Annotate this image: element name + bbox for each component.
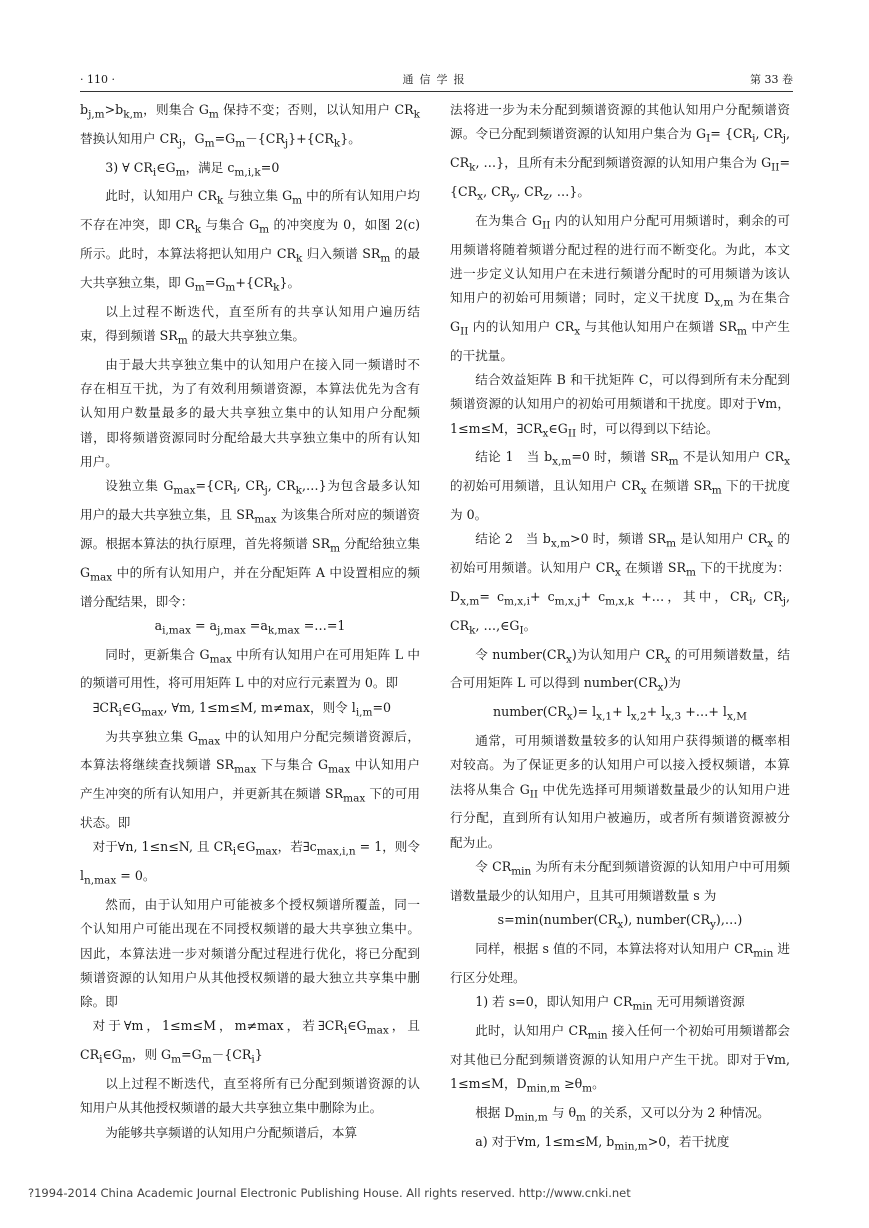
conclusion-2: 结论 2 当 $b_{x,m}>0$ 时，频谱 $SR_m$ 是认知用户 $CR_x$ 的初始可用频谱。认知用户 $CR_x$ 在频谱 $SR_m$ 下的干扰度为：$D_{x,m}= c_{m,x,i}+ c_{m,x,j}+ c_{m,x,k}$ +…，其中，$CR_i$, $CR_j$, $CR_k$, $\dots,\in G_I$。 [450,531,790,637]
page-number: · 110 · [80,73,115,86]
left-column [80,98,420,1145]
paragraph: 同时，更新集合 $G_{max}$ 中所有认知用户在可用矩阵 L 中的频谱可用性，将可用矩阵 L 中的对应行元素置为 0。即 [80,646,420,691]
equation: 对于∀n, 1≤n≤N, 且 $CR_i\in G_{max}$，若$\exists c_{max,i,n} = 1$，则令 $l_{n,max} = 0$。 [80,839,420,887]
page-header [80,70,793,90]
paragraph: 法将进一步为未分配到频谱资源的其他认知用户分配频谱资源。令已分配到频谱资源的认知用户集合为 $G_I= \{CR_i$, $CR_j$, $CR_k$, …}，且所有未分配到频谱资源的认知用户集合为 $G_{II}=\{CR_x$, $CR_y$, $CR_z$, …}。 [450,102,790,203]
conclusion-1: 结论 1 当 $b_{x,m}=0$ 时，频谱 $SR_m$ 不是认知用户 $CR_x$ 的初始可用频谱，且认知用户 $CR_x$ 在频谱 $SR_m$ 下的干扰度为 0。 [450,449,790,523]
copyright-footer: ?1994-2014 China Academic Journal Electronic Publishing House. All rights reserved. http://www.cnki.net [28,1186,631,1200]
equation: $a_{i,max} = a_{j,max} =a_{k,max}$ =…=1 [154,617,346,637]
paragraph: 然而，由于认知用户可能被多个授权频谱所覆盖，同一个认知用户可能出现在不同授权频谱的最大共享独立集中。因此，本算法进一步对频谱分配过程进行优化，将已分配到频谱资源的认知用户从其他授权频谱的最大独立共享集中删除。即 [80,896,420,1010]
paragraph: 结合效益矩阵 B 和干扰矩阵 C，可以得到所有未分配到频谱资源的认知用户的初始可用频谱和干扰度。即对于∀m，1≤m≤M，$\exists CR_x\in G_{II}$ 时，可以得到以下结论。 [450,372,790,440]
paragraph: 以上过程不断迭代，直至将所有已分配到频谱资源的认知用户从其他授权频谱的最大共享独立集中删除为止。 [80,1076,420,1116]
journal-name: 通信学报 [402,73,471,86]
right-column [450,98,790,1158]
case-heading: 1) 若 s=0，即认知用户 $CR_{min}$ 无可用频谱资源 [475,994,745,1013]
case-heading: 3) ∀ $CR_i\in G_m$，满足 $c_{m,i,k}=0$ [105,159,280,179]
paragraph: 令 $number(CR_x)$为认知用户 $CR_x$ 的可用频谱数量，结合可用矩阵 L 可以得到 $number(CR_x)$为 [450,646,790,694]
paragraph: $b_{j,m}>b_{k,m}$，则集合 $G_m$ 保持不变；否则，以认知用户 $CR_k$ 替换认知用户 $CR_j$，$G_m=G_m-\{CR_j\}+\{CR_k\}$。 [80,102,420,150]
paragraph: 设独立集 $G_{max}=\{CR_i$, $CR_j$, $CR_k,\dots$}为包含最多认知用户的最大共享独立集，且 $SR_{max}$ 为该集合所对应的频谱资源。根据本算法的执行原理，首先将频谱 $SR_m$ 分配给独立集 $G_{max}$ 中的所有认知用户，并在分配矩阵 A 中设置相应的频谱分配结果，即令： [80,478,420,609]
paragraph: 以上过程不断迭代，直至所有的共享认知用户遍历结束，得到频谱 $SR_m$ 的最大共享独立集。 [80,303,420,347]
paragraph: 令 $CR_{min}$ 为所有未分配到频谱资源的认知用户中可用频谱数量最少的认知用户，且其可用频谱数量 s 为 [450,859,790,903]
paragraph: 此时，认知用户 $CR_{min}$ 接入任何一个初始可用频谱都会对其他已分配到频谱资源的认知用户产生干扰。即对于∀m, 1≤m≤M，$D_{min,m} \ge\theta_m$。 [450,1022,790,1095]
paragraph: a) 对于∀m, 1≤m≤M, $b_{min,m}>0$，若干扰度 [475,1133,730,1153]
paragraph: 在为集合 $G_{II}$ 内的认知用户分配可用频谱时，剩余的可用频谱将随着频谱分配过程的进行而不断变化。为此，本文进一步定义认知用户在未进行频谱分配时的可用频谱为该认知用户的初始可用频谱；同时，定义干扰度 $D_{x,m}$ 为在集合 $G_{II}$ 内的认知用户 $CR_x$ 与其他认知用户在频谱 $SR_m$ 中产生的干扰量。 [450,212,790,363]
paragraph: 为共享独立集 $G_{max}$ 中的认知用户分配完频谱资源后，本算法将继续查找频谱 $SR_{max}$ 下与集合 $G_{max}$ 中认知用户产生冲突的所有认知用户，并更新其在频谱 $SR_{max}$ 下的可用状态。即 [80,728,420,830]
equation: $s=\min(number(CR_x)$, $number(CR_y),\dots$) [497,912,743,931]
equation: 对于∀m，1≤m≤M，m≠max，若$\exists CR_i\in G_{max}$，且 $CR_i\in G_m$，则 $G_m=G_m-\{CR_i\}$ [80,1018,421,1066]
paragraph: 为能够共享频谱的认知用户分配频谱后，本算 [105,1124,358,1140]
paragraph: 通常，可用频谱数量较多的认知用户获得频谱的概率相对较高。为了保证更多的认知用户可以接入授权频谱，本算法将从集合 $G_{II}$ 中优先选择可用频谱数量最少的认知用户进行分配，直到所有认知用户被遍历，或者所有频谱资源被分配为止。 [450,733,790,850]
paragraph: 同样，根据 s 值的不同，本算法将对认知用户 $CR_{min}$ 进行区分处理。 [450,941,790,985]
paragraph: 根据 $D_{min,m}$ 与 $\theta_m$ 的关系，又可以分为 2 种情况。 [475,1104,770,1124]
equation: $\exists CR_i\in G_{max}$, ∀m, 1≤m≤M, m≠max，则令 $l_{i,m}=0$ [92,699,392,719]
paragraph: 此时，认知用户 $CR_k$ 与独立集 $G_m$ 中的所有认知用户均不存在冲突，即 $CR_k$ 与集合 $G_m$ 的冲突度为 0，如图 2(c)所示。此时，本算法将把认知用户 $CR_k$ 归入频谱 $SR_m$ 的最大共享独立集，即 $G_m=G_m+\{CR_k\}$。 [80,188,420,294]
paragraph: 由于最大共享独立集中的认知用户在接入同一频谱时不存在相互干扰，为了有效利用频谱资源，本算法优先为含有认知用户数量最多的最大共享独立集中的认知用户分配频谱，即将频谱资源同时分配给最大共享独立集中的所有认知用户。 [80,356,420,469]
header-rule [80,91,793,92]
volume-label: 第 33 卷 [750,73,793,86]
equation: $number(CR_x)= l_{x,1}+ l_{x,2}+ l_{x,3}$ +…+ $l_{x,M}$ [493,704,747,723]
